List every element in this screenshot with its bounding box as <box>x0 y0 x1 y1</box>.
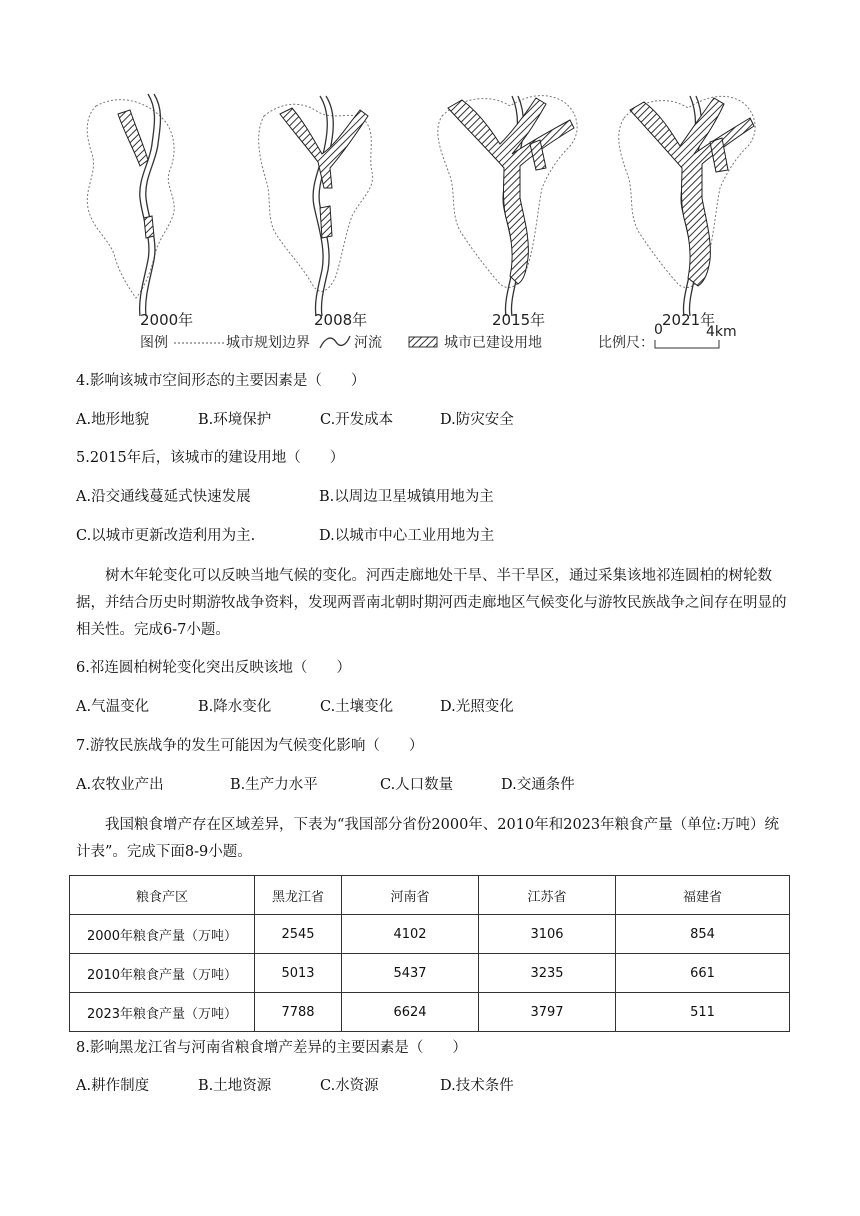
q4-option-d: D.防灾安全 <box>440 412 514 428</box>
q6-option-c: C.土壤变化 <box>320 699 394 715</box>
table-cell: 7788 <box>255 993 342 1032</box>
legend-built: 城市已建设用地 <box>444 335 542 351</box>
built-land-icon <box>408 336 438 348</box>
table-cell: 2545 <box>255 915 342 954</box>
question-4-stem: 4.影响该城市空间形态的主要因素是（ ） <box>76 373 366 389</box>
q5-option-c: C.以城市更新改造利用为主. <box>76 528 256 544</box>
table-cell: 4102 <box>342 915 479 954</box>
q6-option-a: A.气温变化 <box>76 699 150 715</box>
q6-option-d: D.光照变化 <box>440 699 514 715</box>
table-header-cell: 黑龙江省 <box>255 876 342 915</box>
table-cell: 854 <box>616 915 790 954</box>
table-row <box>70 954 790 993</box>
table-header-cell: 粮食产区 <box>70 876 255 915</box>
table-cell: 2010年粮食产量（万吨） <box>70 954 255 993</box>
scale-zero: 0 <box>654 322 663 338</box>
city-expansion-maps <box>78 88 798 318</box>
question-6-stem: 6.祁连圆柏树轮变化突出反映该地（ ） <box>76 660 351 676</box>
scale-end: 4km <box>706 324 737 340</box>
table-row <box>70 915 790 954</box>
table-cell: 661 <box>616 954 790 993</box>
table-header-row <box>70 876 790 915</box>
table-row <box>70 993 790 1032</box>
table-header-cell: 河南省 <box>342 876 479 915</box>
table-cell: 5013 <box>255 954 342 993</box>
q7-option-d: D.交通条件 <box>501 777 575 793</box>
q5-option-a: A.沿交通线蔓延式快速发展 <box>76 489 251 505</box>
legend-scale-label: 比例尺： <box>598 335 654 351</box>
question-8-stem: 8.影响黑龙江省与河南省粮食增产差异的主要因素是（ ） <box>76 1040 467 1056</box>
map-2000 <box>87 94 174 316</box>
table-cell: 6624 <box>342 993 479 1032</box>
map-year-label: 2015年 <box>492 311 546 329</box>
table-cell: 3106 <box>479 915 616 954</box>
q8-option-c: C.水资源 <box>320 1078 379 1094</box>
q4-option-a: A.地形地貌 <box>76 412 150 428</box>
q8-option-d: D.技术条件 <box>440 1078 514 1094</box>
question-7-stem: 7.游牧民族战争的发生可能因为气候变化影响（ ） <box>76 738 424 754</box>
table-cell: 2023年粮食产量（万吨） <box>70 993 255 1032</box>
q7-option-b: B.生产力水平 <box>230 777 318 793</box>
table-header-cell: 福建省 <box>616 876 790 915</box>
q7-option-a: A.农牧业产出 <box>76 777 164 793</box>
legend-river: 河流 <box>354 335 382 351</box>
table-cell: 2000年粮食产量（万吨） <box>70 915 255 954</box>
boundary-line-icon <box>174 341 224 345</box>
q4-option-c: C.开发成本 <box>320 412 394 428</box>
q4-option-b: B.环境保护 <box>198 412 272 428</box>
map-year-label: 2021年 <box>662 311 716 329</box>
river-icon <box>318 332 352 352</box>
passage-tree-ring: 树木年轮变化可以反映当地气候的变化。河西走廊地处干旱、半干旱区，通过采集该地祁连圆柏的树轮数据，并结合历史时期游牧战争资料，发现两晋南北朝时期河西走廊地区气候变化与游牧民族战争之间存在明显的相关性。完成6-7小题。 <box>76 568 787 638</box>
table-header-cell: 江苏省 <box>479 876 616 915</box>
map-2021 <box>619 96 755 316</box>
q7-option-c: C.人口数量 <box>380 777 454 793</box>
scale-bar-icon <box>654 340 720 350</box>
table-cell: 3235 <box>479 954 616 993</box>
table-cell: 511 <box>616 993 790 1032</box>
passage-grain: 我国粮食增产存在区域差异，下表为“我国部分省份2000年、2010年和2023年粮食产量（单位:万吨）统计表”。完成下面8-9小题。 <box>76 817 779 860</box>
map-2015 <box>438 96 577 316</box>
q6-option-b: B.降水变化 <box>198 699 272 715</box>
legend-title: 图例 <box>140 335 168 351</box>
question-5-stem: 5.2015年后，该城市的建设用地（ ） <box>76 450 345 466</box>
q8-option-a: A.耕作制度 <box>76 1078 150 1094</box>
map-legend <box>140 322 760 354</box>
table-cell: 3797 <box>479 993 616 1032</box>
map-2008 <box>259 96 373 316</box>
q8-option-b: B.土地资源 <box>198 1078 272 1094</box>
map-year-label: 2000年 <box>140 311 194 329</box>
legend-boundary: 城市规划边界 <box>226 335 310 351</box>
q5-option-b: B.以周边卫星城镇用地为主 <box>319 489 494 505</box>
grain-production-table <box>69 875 790 1032</box>
table-cell: 5437 <box>342 954 479 993</box>
map-year-label: 2008年 <box>314 311 368 329</box>
q5-option-d: D.以城市中心工业用地为主 <box>319 528 495 544</box>
